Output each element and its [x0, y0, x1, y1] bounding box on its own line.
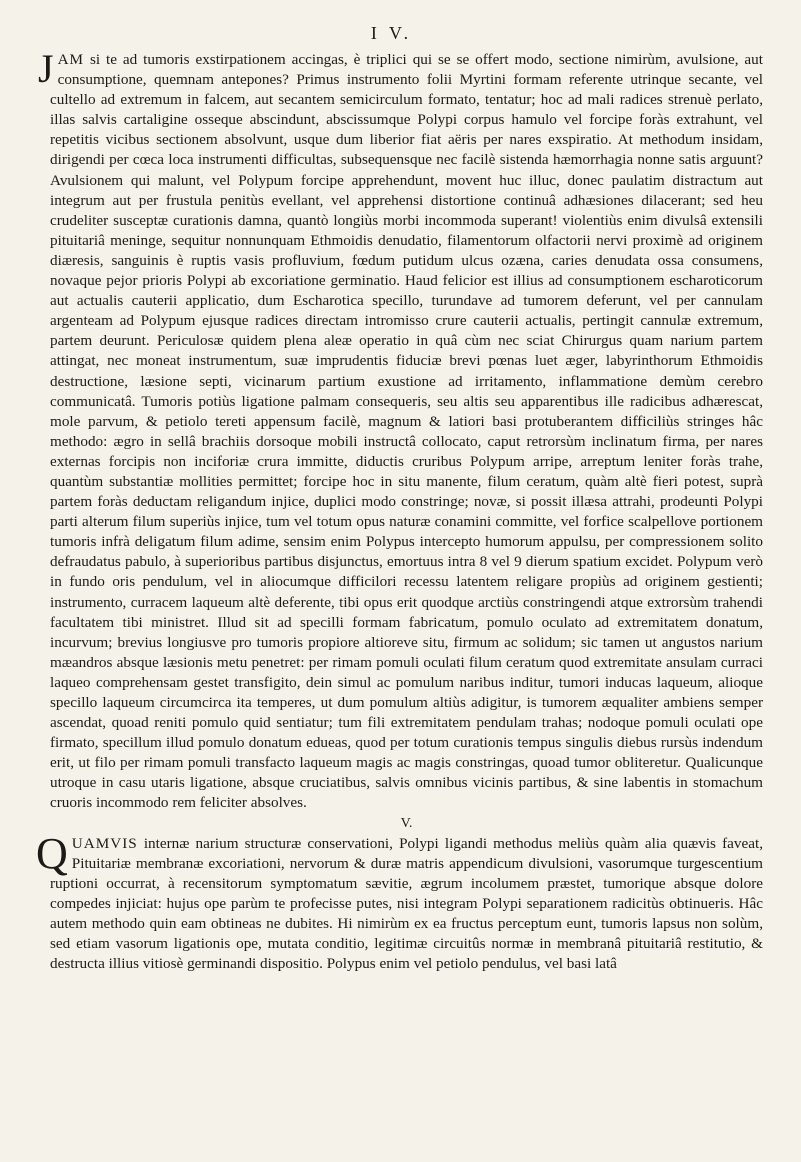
paragraph-section-2: [36, 828, 763, 975]
paragraph-lead: UAMVIS: [71, 834, 138, 852]
paragraph-text: si te ad tumoris exstirpationem accingas, è triplici qui se se offert modo, sectione nimirùm, avulsione, aut consumptione, quemnam antepones? Primus instrumento folii Myrtini formam referente utrinque secante, vel cultello ad extremum in falcem, aut secantem semicirculum formato, tentatur; hoc ad mali radices strenuè perlato, illas salvis cartaligine osseque abscindunt, abscissumque Polypi corpus hamulo vel forcipe foràs extrahunt, vel repetitis vicibus sectionem absolvunt, usque dum liberior fiat aëris per nares exspiratio. At methodum insidam, dirigendi per cœca loca instrumenti difficultas, subsequensque nec facilè sistenda hæmorrhagia nonne satis arguunt? Avulsionem qui malunt, vel Polypum forcipe apprehendunt, movent huc illuc, donec paulatim distractum aut integrum aut per frustula penitùs evellant, vel apprehensi distortione continuâ adhæsiones dilacerant; sed heu crudeliter susceptæ curationis damna, quantò longiùs morbi incommoda superant! violentiùs enim divulsâ extensili pituitariâ meninge, sequitur nonnunquam Ethmoidis denudatio, filamentorum olfactorii nervi proximè ad originem diæresis, sanguinis è ruptis vasis profluvium, fœdum putidum ulcus ozæna, caries denudata ossa consumens, novaque pejor prioris Polypi ab excoriatione germinatio. Haud felicior est illius ad consumptionem escharoticorum aut actualis cauterii applicatio, dum Escharotica specillo, turundave ad tumorem deferunt, vel per cannulam argenteam ad Polypum ejusque radices directam intromisso crure cauterii actualis, pertingit cannulæ extremum, partem deurunt. Periculosæ quidem plena aleæ operatio in quâ cùm nec sciat Chirurgus quam narium partem attingat, nec moneat instrumentum, suæ imprudentis fiduciæ brevi pœnas luet æger, labyrinthorum Ethmoidis destructione, læsione septi, vicinarum partium exustione ad irritamento, inflammatione demùm cerebro communicatâ. Tumoris potiùs ligatione palmam consequeris, seu altis seu apparentibus ille radicibus adhærescat, mole parvum, & petiolo tereti appensum facilè, magnum & latiori basi protuberantem difficiliùs stringes hâc methodo: ægro in sellâ brachiis dorsoque mobili instructâ collocato, caput retrorsùm inclinatum firma, per nares externas forcipis non inciforiæ crura immitte, diductis cruribus Polypum arripe, arreptum leniter foràs trahe, quantùm substantiæ mollities permittet; forcipe hoc in situ manente, filum ceratum, quàm altè fieri potest, suprà partem foràs deductam religandum injice, duplici modo constringe; novæ, si possit illæsa attrahi, prodeunti Polypi parti alterum filum superiùs injice, tum vel totum opus naturæ conamini committe, vel forfice scalpellove portionem tumoris infrà deligatum filum adime, sensim enim Polypus intercepto humorum appulsu, per compressionem solito defraudatus pabulo, à superioribus partibus disjunctus, emortuus intra 8 vel 9 dierum spatium excidet. Polypum verò in fundo oris pendulum, vel in aliocumque difficilori recessu latentem religare propiùs ad originem gestienti; instrumento, curracem laqueum altè deferente, tibi opus erit quodque arctiùs constringendi atque extrorsùm trahendi facultatem tibi ministret. Illud sit ad specilli formam fabricatum, pomulo oculato ad extremitatem donatum, incurvum; brevius longiusve pro tumoris propiore altioreve situ, firmum ac solidum; sic tamen ut angustos narium mæandros absque læsionis metu penetret: per rimam pomuli oculati filum ceratum quod extremitate ansulam curraci laqueo comprehensam gestet transfigito, dein simul ac pomulum naribus inditur, tumori inducas laqueum, alioque specillo laqueum circumcirca ita temperes, ut dum pomulum altiùs adigitur, is tumorem æqualiter ambiens semper ascendat, quoad reniti pomulo quid sentiatur; tum fili extremitatem pendulam trahas; nodoque pomuli oculati ope firmato, specillum illud pomulo donatum edueas, quod per totum curationis tempus singulis diebus rursùs indendum erit, ut filo per rimam pomuli transfacto laqueum magis ac magis constringas, quoad tumor obliteretur. Qualicunque utroque in casu utaris ligatione, absque cruciatibus, salvis omnibus vicinis partibus, & sine labentis in stomachum cruoris incommodo rem feliciter absolves.: [50, 51, 763, 812]
drop-cap: J: [38, 46, 54, 91]
page-header: I V.: [370, 23, 413, 43]
paragraph-text: internæ narium structuræ conservationi, Polypi ligandi methodus meliùs quàm alia quævis faveat, Pituitariæ membranæ excoriationi, nervorum & duræ matris appendicum divulsioni, vasorumque turgescentium ruptioni occurrat, à recensitorum symptomatum sævitie, ægrum incolumem præstet, tumorique absque dolore compedes injiciat: hujus ope parùm te profecisse putes, nisi integram Polypi separationem radicitùs obtinueris. Hâc autem methodo quin eam obtineas ne dubites. Hi nimirùm ex ea fructus perceptum eunt, tumoris lapsus non solùm, sed etiam vasorum ligationis ope, mutata conditio, legitimæ circuitûs normæ in membranâ pituitariâ restitutio, & destructa illius vitiosè germinandi dispositio. Polypus enim vel petiolo pendulus, vel basi latâ: [50, 834, 763, 973]
paragraph-section-1: [38, 46, 763, 814]
section-number: V.: [400, 815, 413, 831]
paragraph-lead: AM: [57, 51, 85, 68]
drop-cap: Q: [36, 828, 68, 878]
